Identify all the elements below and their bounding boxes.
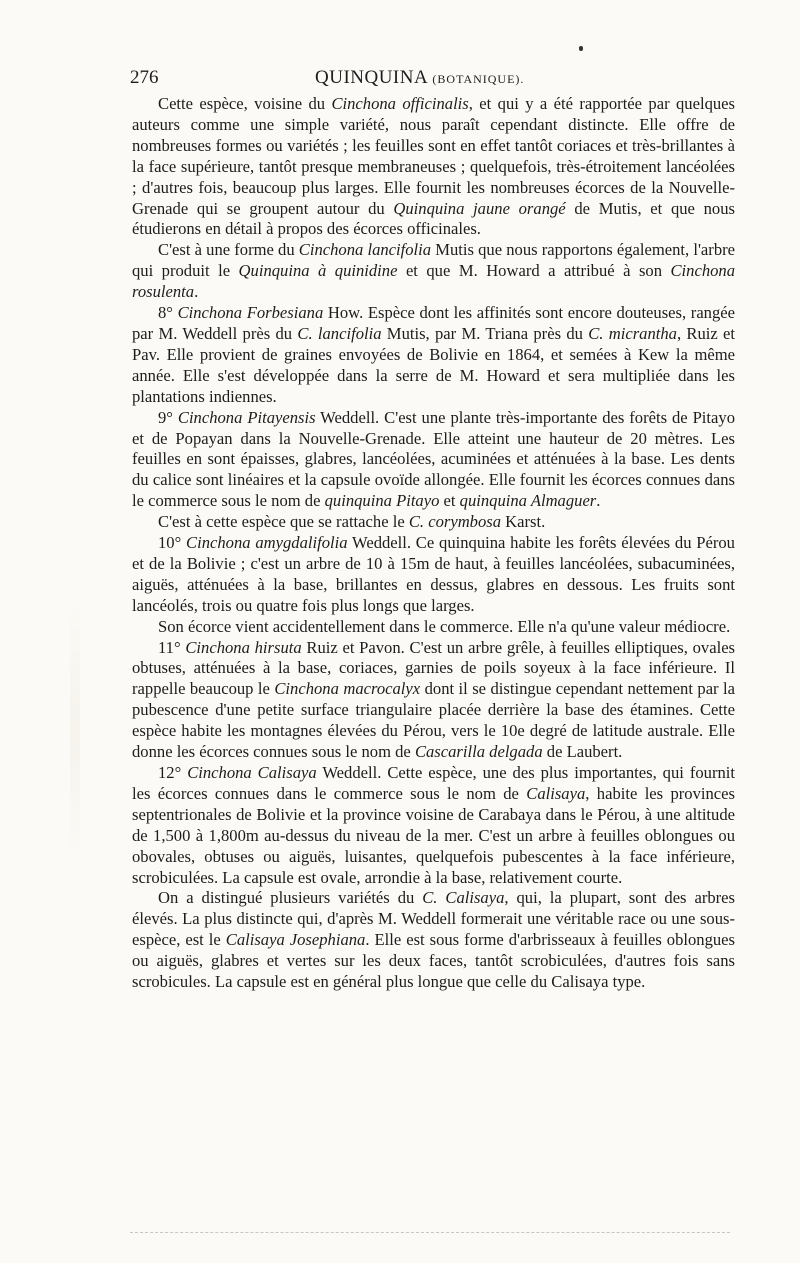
paragraph	[132, 533, 735, 617]
ink-speck	[579, 46, 583, 51]
italic-run: C. Calisaya	[422, 888, 505, 908]
italic-run: Cascarilla delgada	[414, 742, 543, 762]
text-run: , habite les provinces septentrionales de Bolivie et la province voisine de Carabaya dans le Pérou, à une altitude de 1,500 à 1,800m au-dessus du niveau de la mer. C'est un arbre à feuilles oblongues ou obovales, obtuses ou aiguës, luisantes, quelquefois pubescentes à la face inférieure, scrobiculées. La capsule est ovale, arrondie à la base, relativement courte.	[132, 783, 735, 887]
header-title: QUINQUINA	[315, 67, 428, 88]
body-text	[132, 94, 735, 993]
italic-run: quinquina Pitayo	[324, 491, 440, 511]
text-run: , Ruiz et Pav. Elle provient de graines envoyées de Bolivie en 1864, et semées à Kew la même année. Elle s'est développée dans la serre de M. Howard et sera multipliée dans les plantations indiennes.	[132, 323, 736, 406]
text-run: .	[194, 282, 199, 302]
italic-run: Cinchona macrocalyx	[274, 679, 421, 699]
italic-run: Calisaya	[526, 783, 586, 803]
italic-run: Cinchona Pitayensis	[177, 407, 316, 427]
text-run: , qui, la plupart, sont des arbres élevés. La plus distincte qui, d'après M. Weddell formerait une véritable race ou une sous-espèce, est le	[132, 888, 735, 950]
text-run: On a distingué plusieurs variétés du	[158, 888, 423, 908]
text-run: C'est à une forme du	[158, 240, 299, 260]
paragraph	[132, 303, 735, 408]
paragraph	[132, 408, 735, 513]
paper-stain	[70, 600, 80, 860]
text-run: Karst.	[501, 512, 546, 532]
italic-run: Cinchona amygdalifolia	[186, 533, 348, 553]
running-title	[315, 66, 524, 91]
text-run: C'est à cette espèce que se rattache le	[158, 512, 409, 532]
text-run: 9°	[158, 407, 178, 427]
text-run: dont il se distingue cependant nettement par la pubescence d'une petite surface triangulaire placée derrière la base des étamines. Cette espèce habite les montagnes élevées du Pérou, vers le 10e degré de latitude australe. Elle donne les écorces connues sous le nom de	[132, 679, 736, 762]
text-run: Weddell. Ce quinquina habite les forêts élevées du Pérou et de la Bolivie ; c'est un arbre de 10 à 15m de haut, à feuilles lancéolées, subacuminées, aiguës, atténuées à la base, brillantes en dessus, glabres en dessous. Les fruits sont lancéolés, trois ou quatre fois plus longs que larges.	[132, 533, 735, 615]
text-run: 11°	[158, 637, 186, 657]
paragraph	[132, 240, 735, 303]
italic-run: Quinquina jaune orangé	[393, 198, 566, 218]
italic-run: Cinchona Calisaya	[187, 763, 317, 782]
italic-run: C. lancifolia	[297, 323, 382, 343]
header-subtitle: (BOTANIQUE).	[432, 72, 525, 86]
paragraph	[132, 763, 735, 888]
text-run: Cette espèce, voisine du	[158, 94, 332, 113]
text-run: 10°	[158, 533, 187, 553]
text-run: 12°	[158, 763, 188, 782]
text-run: de Laubert.	[542, 742, 623, 762]
italic-run: Cinchona hirsuta	[185, 637, 302, 657]
paragraph	[132, 512, 735, 533]
paragraph	[132, 888, 735, 993]
text-run: , et qui y a été rapportée par quelques auteurs comme une simple variété, nous paraît cependant distincte. Elle offre de nombreuses formes ou variétés ; les feuilles sont en effet tantôt coriaces et très-brillantes à la face supérieure, tantôt presque membraneuses ; quelquefois, très-étroitement lancéolées ; d'autres fois, beaucoup plus larges. Elle fournit les nombreuses écorces de la Nouvelle-Grenade qui se groupent autour du	[132, 94, 735, 218]
italic-run: C. corymbosa	[408, 512, 502, 532]
page-number: 276	[130, 67, 159, 88]
italic-run: Calisaya Josephiana	[225, 930, 366, 950]
italic-run: quinquina Almaguer	[459, 491, 597, 511]
text-run: How. Espèce dont les affinités sont encore douteuses, rangée par M. Weddell près du	[132, 303, 736, 343]
italic-run: Cinchona lancifolia	[298, 240, 432, 260]
text-run: . Elle est sous forme d'arbrisseaux à feuilles oblongues ou aiguës, glabres et vertes sur les deux faces, tantôt scrobiculées, d'autres fois sans scrobicules. La capsule est en général plus longue que celle du Calisaya type.	[132, 930, 735, 992]
text-run: et	[439, 491, 460, 511]
italic-run: Cinchona Forbesiana	[177, 303, 324, 323]
italic-run: Cinchona rosulenta	[132, 261, 736, 302]
paragraph	[132, 617, 735, 638]
text-run: Mutis que nous rapportons également, l'arbre qui produit le	[132, 240, 736, 281]
paragraph	[132, 638, 735, 763]
text-run: et que M. Howard a attribué à son	[397, 261, 671, 281]
text-run: Son écorce vient accidentellement dans le commerce. Elle n'a qu'une valeur médiocre.	[158, 616, 731, 636]
italic-run: C. micrantha	[588, 323, 677, 343]
text-run: 8°	[158, 303, 178, 323]
text-run: Ruiz et Pavon. C'est un arbre grêle, à feuilles elliptiques, ovales obtuses, atténuées à la base, coriaces, garnies de poils soyeux à la face inférieure. Il rappelle beaucoup le	[132, 637, 736, 699]
page-bottom-mark	[130, 1232, 730, 1233]
text-run: .	[596, 491, 601, 511]
paragraph	[132, 94, 735, 240]
running-header	[130, 66, 740, 90]
text-run: Mutis, par M. Triana près du	[381, 323, 589, 343]
italic-run: Quinquina à quinidine	[238, 261, 398, 281]
text-run: Weddell. Cette espèce, une des plus importantes, qui fournit les écorces connues dans le commerce sous le nom de	[132, 763, 735, 803]
text-run: de Mutis, et que nous étudierons en détail à propos des écorces officinales.	[132, 198, 735, 239]
text-run: Weddell. C'est une plante très-importante des forêts de Pitayo et de Popayan dans la Nouvelle-Grenade. Elle atteint une hauteur de 20 mètres. Les feuilles en sont épaisses, glabres, lancéolées, acuminées et atténuées à la base. Les dents du calice sont linéaires et la capsule ovoïde allongée. Elle fournit les écorces connues dans le commerce sous le nom de	[132, 407, 735, 511]
italic-run: Cinchona officinalis	[331, 94, 469, 113]
